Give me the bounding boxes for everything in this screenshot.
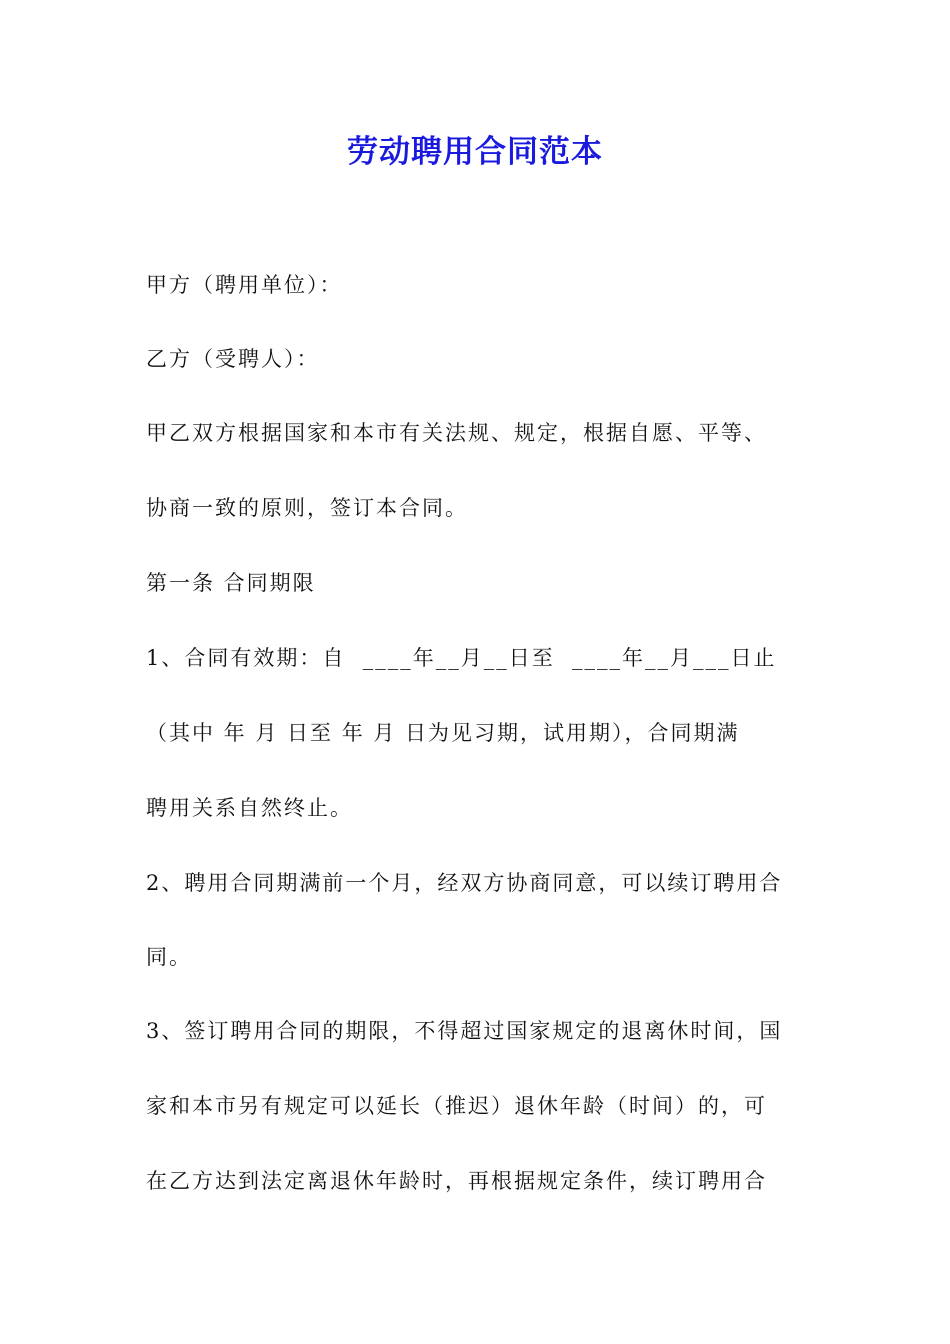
- party-b-line: 乙方（受聘人）：: [146, 347, 320, 371]
- clause-3-line-1: 3、签订聘用合同的期限，不得超过国家规定的退离休时间，国: [146, 1019, 783, 1043]
- party-a-line: 甲方（聘用单位）：: [146, 273, 343, 297]
- clause-2-line-2: 同。: [146, 945, 192, 969]
- clause-3-line-2: 家和本市另有规定可以延长（推迟）退休年龄（时间）的，可: [146, 1094, 767, 1118]
- clause-3-line-3: 在乙方达到法定离退休年龄时，再根据规定条件，续订聘用合: [146, 1169, 767, 1193]
- article-1-heading: 第一条 合同期限: [146, 571, 316, 595]
- clause-2-line-1: 2、聘用合同期满前一个月，经双方协商同意，可以续订聘用合: [146, 871, 783, 895]
- clause-1-line-3: 聘用关系自然终止。: [146, 796, 353, 820]
- clause-1-line-2: （其中 年 月 日至 年 月 日为见习期，试用期），合同期满: [146, 721, 740, 745]
- preamble-line-2: 协商一致的原则，签订本合同。: [146, 496, 468, 520]
- preamble-line-1: 甲乙双方根据国家和本市有关法规、规定，根据自愿、平等、: [146, 421, 767, 445]
- document-title: 劳动聘用合同范本: [347, 134, 603, 170]
- clause-1-line-1: 1、合同有效期：自 ____年__月__日至 ____年__月___日止: [146, 646, 777, 670]
